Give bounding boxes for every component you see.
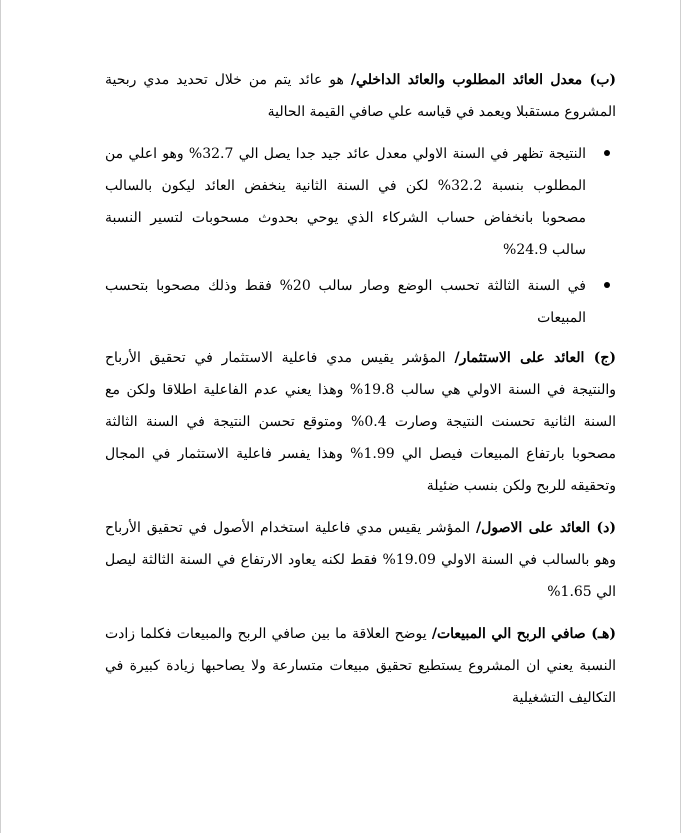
section-b-heading: (ب) معدل العائد المطلوب والعائد الداخلي/ [350,72,616,88]
section-b-bullet-list [105,138,616,334]
section-c-text: المؤشر يقيس مدي فاعلية الاستثمار في تحقيق الأرباح والنتيجة في السنة الاولي هي سالب 19.8% وهذا يعني عدم الفاعلية اطلاقا ولكن مع السنة الثانية تحسنت النتيجة وصارت 0.4% ومتوقع تحسن النتيجة في السنة الثالثة مصحوبا بارتفاع المبيعات فيصل الي 1.99% وهذا يفسر فاعلية الاستثمار في المجال وتحقيقه للربح ولكن بنسب ضئيلة [105,350,616,494]
list-item [105,138,616,266]
section-e-text: يوضح العلاقة ما بين صافي الربح والمبيعات فكلما زادت النسبة يعني ان المشروع يستطيع تحقيق مبيعات متسارعة ولا يصاحبها زيادة كبيرة في التكاليف التشغيلية [105,626,616,706]
list-item [105,270,616,334]
section-b-paragraph [105,64,616,128]
section-c-heading: (ج) العائد على الاستثمار/ [454,350,616,366]
document-body [105,64,616,724]
bullet-icon [604,150,610,156]
bullet-text: النتيجة تظهر في السنة الاولي معدل عائد جيد جدا يصل الي 32.7% وهو اعلي من المطلوب بنسبة 32.2% لكن في السنة الثانية ينخفض العائد ليكون بالسالب مصحوبا بانخفاض حساب الشركاء الذي يوحي بحدوث مسحوبات لتسير النسبة سالب 24.9% [105,146,586,258]
section-e-heading: (هـ) صافي الربح الي المبيعات/ [431,626,616,642]
section-c-paragraph [105,342,616,502]
bullet-icon [604,282,610,288]
bullet-text: في السنة الثالثة تحسب الوضع وصار سالب 20% فقط وذلك مصحوبا بتحسب المبيعات [105,278,586,326]
section-b-text: هو عائد يتم من خلال تحديد مدي ربحية المشروع مستقبلا ويعمد في قياسه علي صافي القيمة الحالية [105,72,616,120]
section-d-heading: (د) العائد على الاصول/ [476,520,616,536]
section-d-paragraph [105,512,616,608]
section-e-paragraph [105,618,616,714]
section-d-text: المؤشر يقيس مدي فاعلية استخدام الأصول في تحقيق الأرباح وهو بالسالب في السنة الاولي 19.09% فقط لكنه يعاود الارتفاع في السنة الثالثة ليصل الي 1.65% [105,520,616,600]
